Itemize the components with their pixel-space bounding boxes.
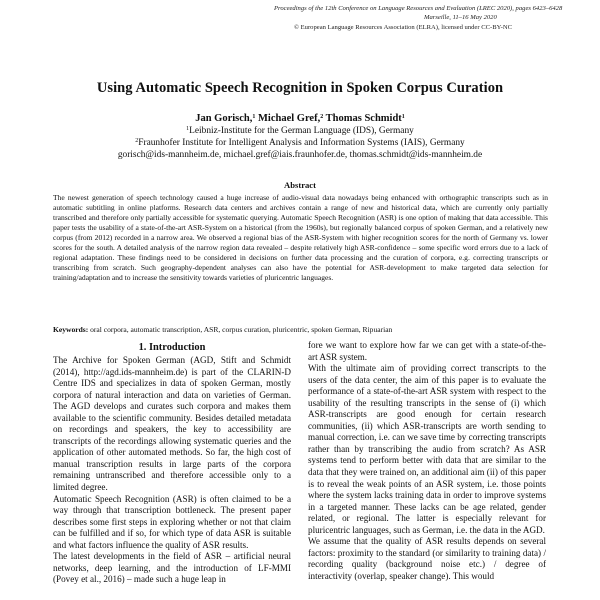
paragraph: We assume that the quality of ASR results depends on several factors: proximity to the standard (or similarity to training data) / recording quality (background noise etc.) / degree of interactivity (overlap, speaker change). This would [308,536,546,581]
proceedings-line: Proceedings of the 12th Conference on Language Resources and Evaluation (LREC 2020), pages 6423–6428 [274,5,563,12]
author-name: Thomas Schmidt [323,113,402,124]
proceedings-location: Marseille, 11–16 May 2020 [424,14,497,22]
author-list [0,113,600,124]
paragraph: The latest developments in the field of ASR – artificial neural networks, deep learning, and the introduction of LF-MMI (Povey et al., 2016) – made such a huge leap in [53,551,291,585]
author-affil-mark: 1 [252,114,256,120]
paragraph: Automatic Speech Recognition (ASR) is often claimed to be a way through that transcription bottleneck. The present paper describes some first steps in exploring whether or not that claim can be fulfilled and if so, for which type of data ASR is suitable and what factors influence the quality of ASR results. [53,493,291,550]
section-heading: 1. Introduction [138,342,206,353]
copyright-line: © European Language Resources Association (ELRA), licensed under CC-BY-NC [294,23,512,31]
proceedings-header [274,4,574,32]
affil-mark: 1 [186,126,190,132]
affiliation-2 [0,138,600,150]
author-affil-mark: 1 [401,114,405,120]
paper-title: Using Automatic Speech Recognition in Spoken Corpus Curation [96,80,504,96]
keywords-label: Keywords: [53,325,89,334]
paragraph: fore we want to explore how far we can get with a state-of-the-art ASR system. [308,340,546,362]
affil-text: Fraunhofer Institute for Intelligent Analysis and Information Systems (IAIS), Germany [138,138,465,148]
paragraph: With the ultimate aim of providing correct transcripts to the users of the data center, the aim of this paper is to evaluate the performance of a state-of-the-art ASR system with respect to the usability of the resulting transcripts in the sense of (i) which ASR-transcripts are good enough for certain research communities, (ii) which ASR-transcripts are worth sending to manual correction, i.e. can we save time by correcting transcripts rather than by transcribing the audio from scratch? As ASR systems tend to perform better with data that are similar to the data that they were trained on, an additional aim (ii) of this paper is to reveal the weak points of an ASR system, i.e. those points where the system lacks training data in order to improve systems in a targeted manner. These lacks can be age related, gender related, or regional. The latter is especially relevant for pluricentric languages, such as German, i.e. the data in the AGD. [308,363,546,535]
abstract-text: The newest generation of speech technology caused a huge increase of audio-visual data nowadays being enhanced with orthographic transcripts such as in automatic subtitling in online platforms. Research data centers and archives contain a range of new and historical data, which are currently only partially transcribed and therefore only partially accessible for systematic querying. Automatic Speech Recognition (ASR) is one option of making that data accessible. This paper tests the usability of a state-of-the-art ASR-System on a historical (from the 1960s), but regionally balanced corpus of spoken German, and a relatively new corpus (from 2012) recorded in a narrow area. We observed a regional bias of the ASR-System with higher recognition scores for the north of Germany vs. lower scores for the south. A detailed analysis of the narrow region data revealed – despite relatively high ASR-confidence – some specific word errors due to a lack of regional adaptation. These findings need to be considered in decisions on further data processing and the curation of corpora, e.g. correcting transcripts or transcribing from scratch. Such geography-dependent analyses can also have the potential for ASR-development to make targeted data selection for training/adaptation and to increase the sensitivity towards varieties of pluricentric languages. [53,193,548,282]
author-name: Jan Gorisch, [195,113,253,124]
left-column [53,340,291,586]
affil-text: Leibniz-Institute for the German Language (IDS), Germany [189,126,414,136]
abstract-heading: Abstract [284,180,316,190]
author-emails: gorisch@ids-mannheim.de, michael.gref@iais.fraunhofer.de, thomas.schmidt@ids-mannheim.de [117,150,483,160]
affil-mark: 2 [135,138,139,144]
author-affil-mark: 2 [320,114,324,120]
keywords-list: oral corpora, automatic transcription, ASR, corpus curation, pluricentric, spoken German, Ripuarian [88,325,393,334]
author-name: Michael Gref, [255,113,321,124]
affiliation-1 [0,126,600,138]
right-column [308,340,546,582]
paragraph: The Archive for Spoken German (AGD, Stift and Schmidt (2014), http://agd.ids-mannheim.de) is part of the CLARIN-D Centre IDS and specializes in data of spoken German, mostly corpora of natural interaction and data on varieties of German. The AGD develops and curates such corpora and makes them available to the scientific community. Besides detailed metadata on recordings and speakers, the key to accessibility are transcripts of the recordings allowing systematic queries and the application of other automated methods. So far, the high cost of manual transcription results in large parts of the corpora remaining untranscribed and therefore accessible only to a limited degree. [53,355,291,493]
keywords [53,325,548,335]
